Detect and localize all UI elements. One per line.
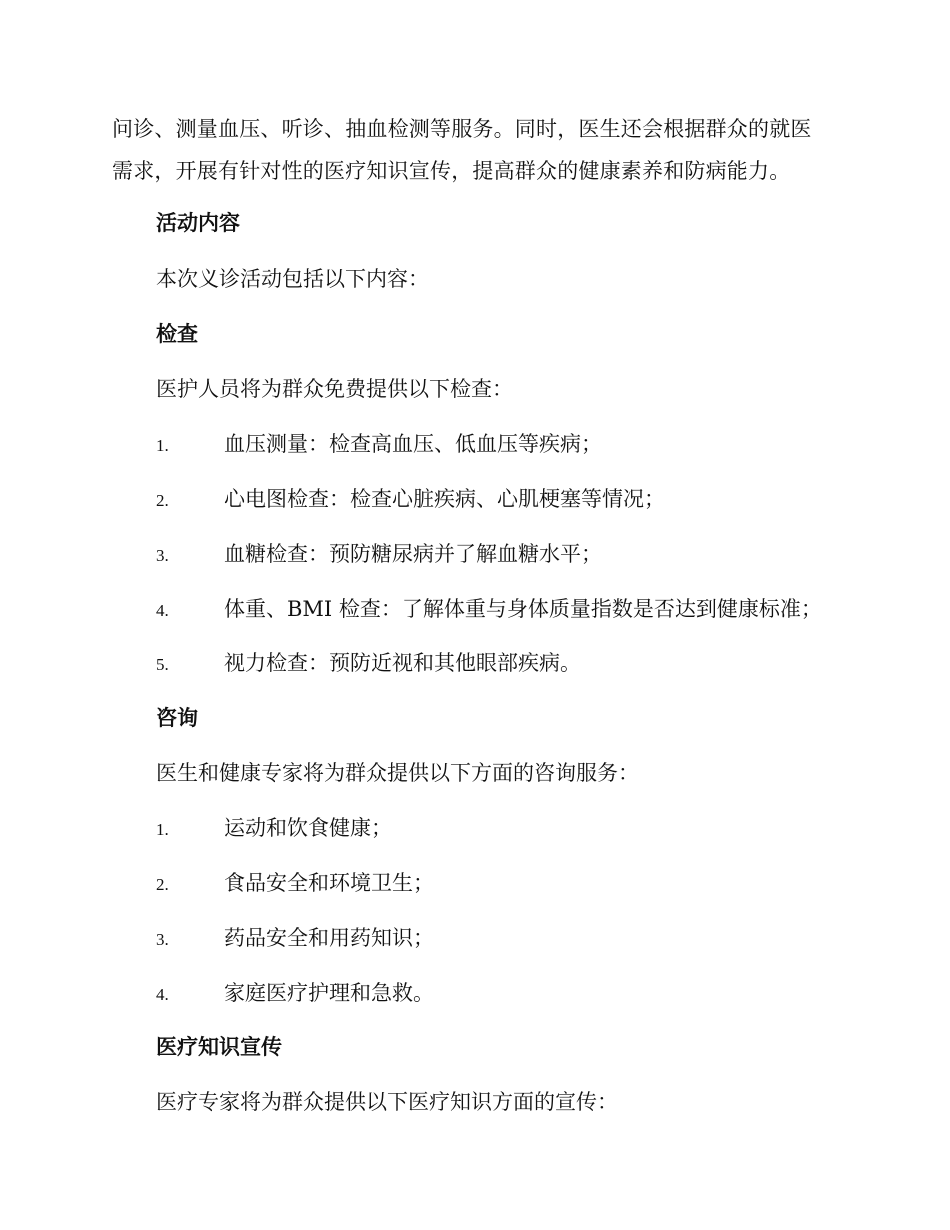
- list-item: [156, 429, 602, 461]
- list-item-text: 运动和饮食健康；: [224, 816, 392, 840]
- list-item-text: 视力检查：预防近视和其他眼部疾病。: [224, 651, 581, 675]
- list-number: 4.: [156, 601, 169, 620]
- list-number: 1.: [156, 820, 169, 839]
- list-item: [156, 539, 602, 571]
- list-item-text: 血糖检查：预防糖尿病并了解血糖水平；: [224, 542, 602, 566]
- list-number: 2.: [156, 491, 169, 510]
- list-item: [156, 813, 392, 845]
- list-item-text: 食品安全和环境卫生；: [224, 871, 434, 895]
- list-item: [156, 484, 665, 516]
- list-item-text: 心电图检查：检查心脏疾病、心肌梗塞等情况；: [224, 487, 665, 511]
- heading-check: 检查: [156, 322, 198, 346]
- list-number: 2.: [156, 875, 169, 894]
- list-number: 3.: [156, 930, 169, 949]
- intro-paragraph: [112, 108, 842, 192]
- list-number: 1.: [156, 436, 169, 455]
- list-number: 4.: [156, 985, 169, 1004]
- list-item: [156, 978, 434, 1010]
- consult-intro-text: 医生和健康专家将为群众提供以下方面的咨询服务：: [156, 761, 639, 785]
- activity-intro-text: 本次义诊活动包括以下内容：: [156, 267, 429, 291]
- list-item: [156, 868, 434, 900]
- intro-line-2: 需求，开展有针对性的医疗知识宣传，提高群众的健康素养和防病能力。: [112, 159, 791, 183]
- list-item-text: 体重、BMI 检查：了解体重与身体质量指数是否达到健康标准；: [224, 597, 822, 621]
- heading-consult: 咨询: [156, 706, 198, 730]
- heading-knowledge: 医疗知识宣传: [156, 1035, 282, 1059]
- heading-activity: 活动内容: [156, 211, 240, 235]
- list-item-text: 家庭医疗护理和急救。: [224, 981, 434, 1005]
- list-number: 5.: [156, 655, 169, 674]
- knowledge-intro-text: 医疗专家将为群众提供以下医疗知识方面的宣传：: [156, 1090, 618, 1114]
- list-item: [156, 923, 434, 955]
- intro-line-1: 问诊、测量血压、听诊、抽血检测等服务。同时，医生还会根据群众的就医: [112, 117, 812, 141]
- list-item-text: 药品安全和用药知识；: [224, 926, 434, 950]
- list-number: 3.: [156, 546, 169, 565]
- list-item: [156, 594, 822, 626]
- check-intro-text: 医护人员将为群众免费提供以下检查：: [156, 377, 513, 401]
- list-item-text: 血压测量：检查高血压、低血压等疾病；: [224, 432, 602, 456]
- list-item: [156, 648, 581, 680]
